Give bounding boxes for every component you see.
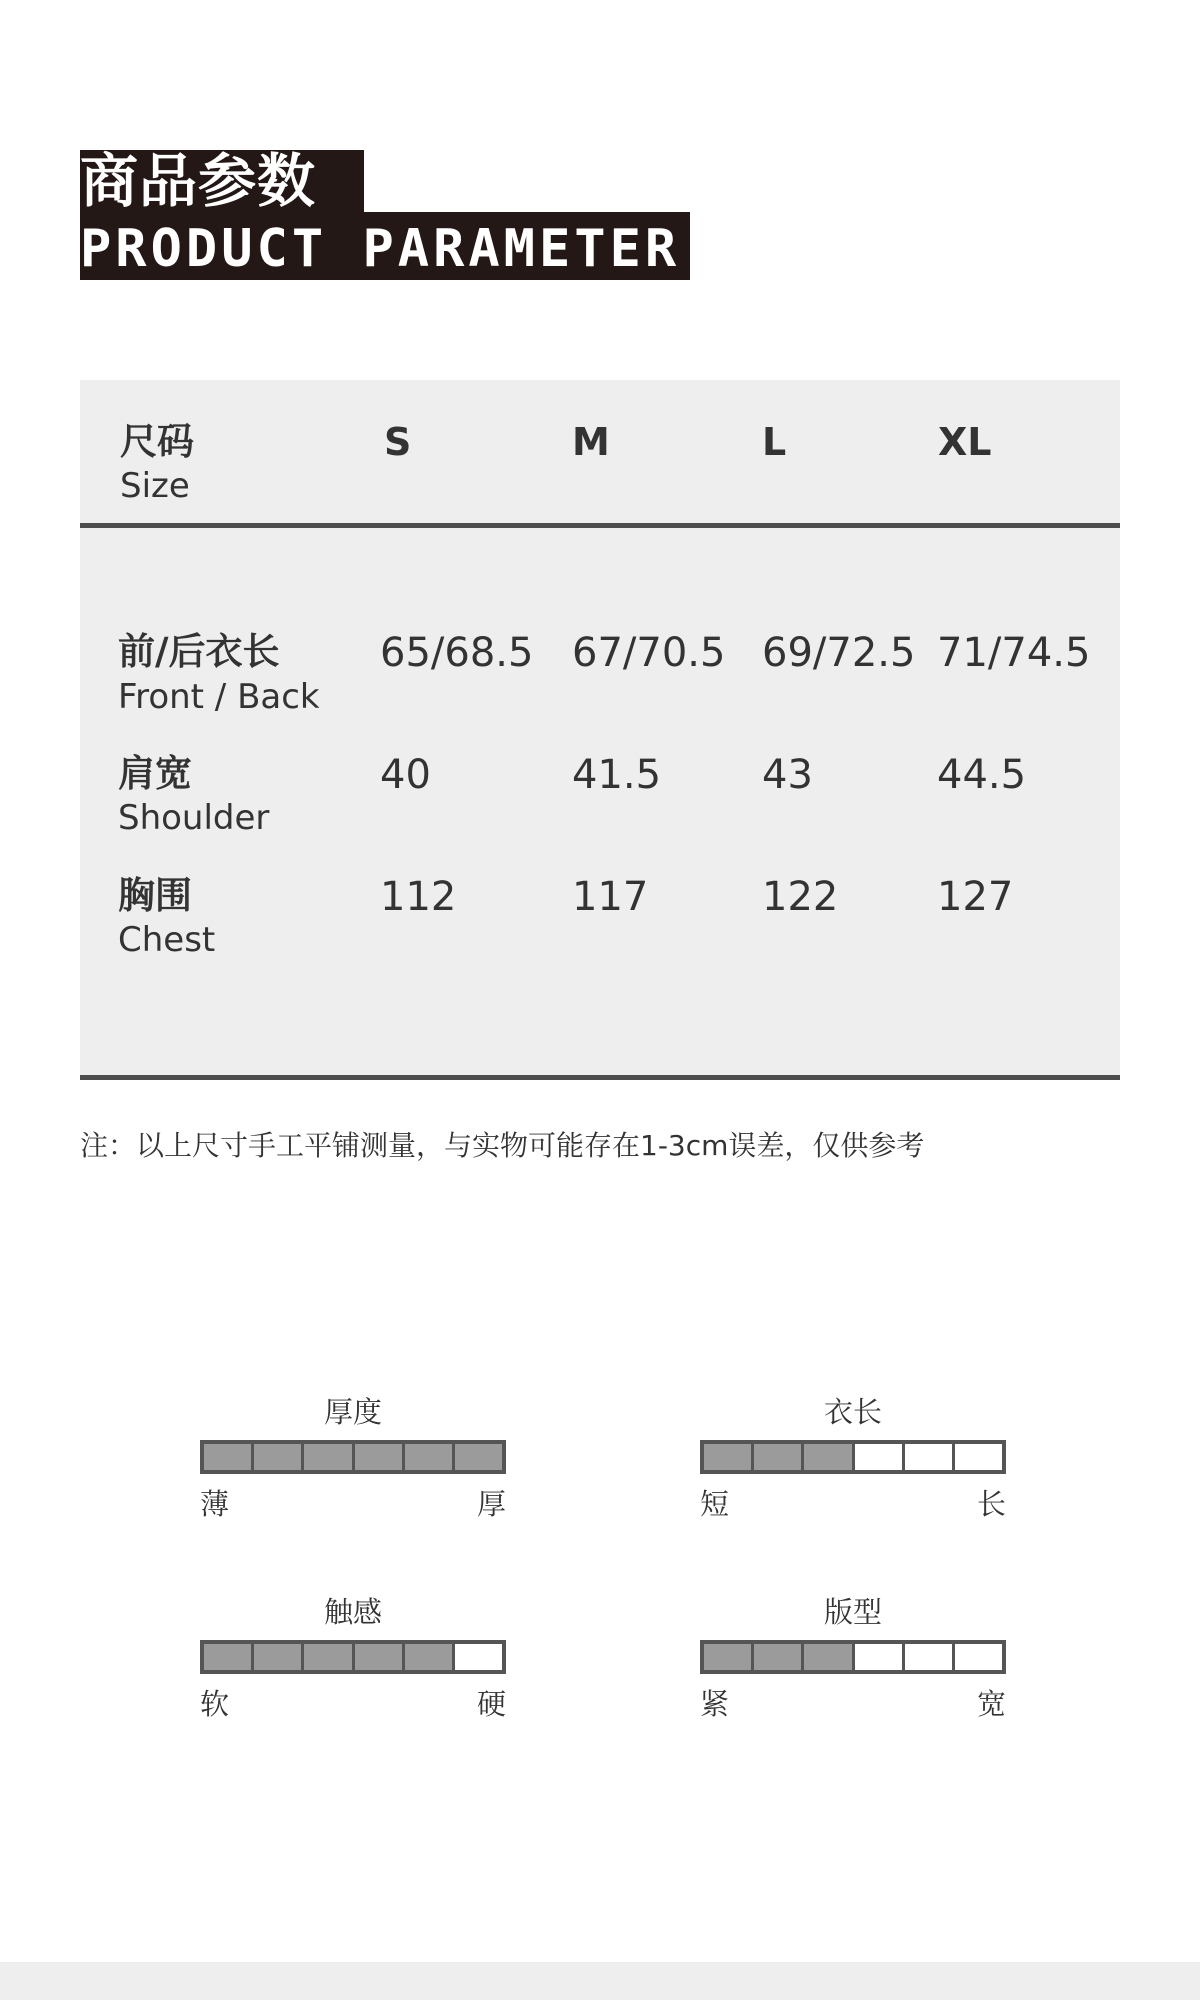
gauge-segment-filled [804, 1444, 854, 1470]
gauge-touch [200, 1594, 506, 1734]
gauge-fit [700, 1594, 1006, 1734]
cell-s: 40 [380, 752, 431, 798]
gauge-segment-empty [955, 1644, 1002, 1670]
size-header-l: L [762, 420, 787, 464]
gauge-min-label: 紧 [700, 1687, 730, 1721]
gauge-segment-empty [855, 1444, 905, 1470]
gauge-min-label: 短 [700, 1487, 730, 1521]
gauge-segment-filled [355, 1444, 405, 1470]
cell-xl: 44.5 [937, 752, 1027, 798]
gauge-segment-filled [754, 1644, 804, 1670]
size-table-header [80, 380, 1120, 528]
gauge-segment-filled [254, 1444, 304, 1470]
gauge-segment-empty [905, 1644, 955, 1670]
gauge-length [700, 1394, 1006, 1534]
size-header-xl: XL [938, 420, 992, 464]
gauge-segment-filled [254, 1644, 304, 1670]
row-label-cn: 肩宽 [118, 752, 192, 795]
size-table [80, 380, 1120, 1080]
cell-m: 41.5 [572, 752, 662, 798]
gauge-segment-filled [704, 1444, 754, 1470]
cell-l: 43 [762, 752, 813, 798]
gauge-segment-empty [905, 1444, 955, 1470]
cell-l: 69/72.5 [762, 630, 916, 676]
gauge-segment-empty [455, 1644, 502, 1670]
gauge-bar [700, 1640, 1006, 1674]
gauge-segment-filled [754, 1444, 804, 1470]
gauge-segment-filled [204, 1444, 254, 1470]
gauge-bar [700, 1440, 1006, 1474]
cell-s: 65/68.5 [380, 630, 534, 676]
gauge-bar [200, 1640, 506, 1674]
gauge-min-label: 薄 [200, 1487, 230, 1521]
gauge-segment-filled [204, 1644, 254, 1670]
gauge-title: 衣长 [823, 1395, 882, 1429]
gauge-title: 版型 [823, 1595, 882, 1629]
size-header-s: S [384, 420, 412, 464]
row-label-cn: 前/后衣长 [118, 630, 280, 673]
gauge-segment-filled [304, 1644, 354, 1670]
footer-strip [0, 1962, 1200, 2000]
gauge-segment-filled [804, 1644, 854, 1670]
title-en-banner: PRODUCT PARAMETER [80, 212, 690, 280]
title-cn-banner: 商品参数 [80, 150, 364, 212]
gauge-segment-empty [855, 1644, 905, 1670]
gauge-bar [200, 1440, 506, 1474]
gauge-segment-filled [304, 1444, 354, 1470]
gauge-segment-empty [955, 1444, 1002, 1470]
gauge-max-label: 长 [976, 1487, 1006, 1521]
gauge-segment-filled [405, 1644, 455, 1670]
gauge-thickness [200, 1394, 506, 1534]
size-header-m: M [572, 420, 610, 464]
cell-xl: 127 [937, 874, 1014, 920]
gauge-title: 触感 [323, 1595, 382, 1629]
cell-s: 112 [380, 874, 457, 920]
gauge-segment-filled [455, 1444, 502, 1470]
size-label-cn: 尺码 [120, 420, 194, 463]
cell-m: 117 [572, 874, 649, 920]
row-label-cn: 胸围 [118, 874, 192, 917]
gauge-segment-filled [405, 1444, 455, 1470]
gauge-segment-filled [355, 1644, 405, 1670]
gauge-segment-filled [704, 1644, 754, 1670]
cell-m: 67/70.5 [572, 630, 726, 676]
row-label-en: Front / Back [118, 677, 320, 717]
gauge-max-label: 宽 [976, 1687, 1006, 1721]
measurement-note: 注：以上尺寸手工平铺测量，与实物可能存在1-3cm误差，仅供参考 [80, 1129, 925, 1162]
row-label-en: Chest [118, 920, 216, 960]
cell-l: 122 [762, 874, 839, 920]
cell-xl: 71/74.5 [937, 630, 1091, 676]
gauge-max-label: 厚 [476, 1487, 506, 1521]
gauge-max-label: 硬 [476, 1687, 506, 1721]
row-label-en: Shoulder [118, 798, 270, 838]
gauge-min-label: 软 [200, 1687, 230, 1721]
gauge-title: 厚度 [323, 1395, 382, 1429]
size-label-en: Size [120, 466, 190, 506]
